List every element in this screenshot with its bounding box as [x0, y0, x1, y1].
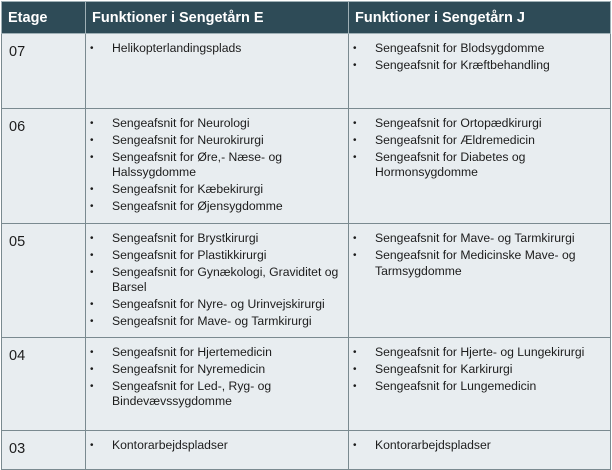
- tower-j-functions: [349, 338, 611, 431]
- list-item: • Sengeafsnit for Karkirurgi: [349, 362, 604, 378]
- list-item: • Sengeafsnit for Kæbekirurgi: [86, 182, 342, 198]
- floor-number: 04: [2, 338, 86, 431]
- function-list: [86, 338, 348, 415]
- list-item: • Sengeafsnit for Ortopædkirurgi: [349, 116, 604, 132]
- list-item: • Sengeafsnit for Hjertemedicin: [86, 345, 342, 361]
- function-list: [349, 109, 610, 186]
- list-item: • Sengeafsnit for Mave- og Tarmkirurgi: [86, 314, 342, 330]
- list-item: • Sengeafsnit for Øre,- Næse- og Halssygdomme: [86, 150, 342, 182]
- floor-functions-table-container: [1, 1, 610, 470]
- function-list: [86, 34, 348, 62]
- table-row: [2, 338, 611, 431]
- table-header-row: [2, 2, 611, 34]
- table-row: [2, 431, 611, 470]
- list-item: • Sengeafsnit for Ældremedicin: [349, 133, 604, 149]
- list-item: • Sengeafsnit for Diabetes og Hormonsygdomme: [349, 150, 604, 182]
- list-item: • Helikopterlandingsplads: [86, 41, 342, 57]
- list-item: • Kontorarbejdspladser: [86, 438, 342, 454]
- list-item: • Sengeafsnit for Neurologi: [86, 116, 342, 132]
- list-item: • Sengeafsnit for Medicinske Mave- og Tarmsygdomme: [349, 248, 604, 280]
- function-list: [349, 338, 610, 399]
- header-tower-e: Funktioner i Sengetårn E: [86, 2, 349, 34]
- floor-number: 03: [2, 431, 86, 470]
- table-row: [2, 109, 611, 224]
- function-list: [86, 224, 348, 335]
- list-item: • Sengeafsnit for Øjensygdomme: [86, 199, 342, 215]
- table-row: [2, 224, 611, 338]
- list-item: • Sengeafsnit for Nyre- og Urinvejskirurgi: [86, 297, 342, 313]
- list-item: • Sengeafsnit for Brystkirurgi: [86, 231, 342, 247]
- tower-e-functions: [86, 338, 349, 431]
- tower-j-functions: [349, 431, 611, 470]
- header-tower-j: Funktioner i Sengetårn J: [349, 2, 611, 34]
- function-list: [349, 224, 610, 284]
- list-item: • Sengeafsnit for Kræftbehandling: [349, 58, 604, 74]
- function-list: [86, 431, 348, 459]
- table-row: [2, 34, 611, 109]
- list-item: • Sengeafsnit for Plastikkirurgi: [86, 248, 342, 264]
- list-item: • Sengeafsnit for Blodsygdomme: [349, 41, 604, 57]
- function-list: [349, 34, 610, 79]
- tower-e-functions: [86, 34, 349, 109]
- floor-number: 07: [2, 34, 86, 109]
- list-item: • Sengeafsnit for Gynækologi, Graviditet og Barsel: [86, 265, 342, 297]
- function-list: [86, 109, 348, 220]
- list-item: • Kontorarbejdspladser: [349, 438, 604, 454]
- list-item: • Sengeafsnit for Hjerte- og Lungekirurgi: [349, 345, 604, 361]
- floor-functions-table: [1, 1, 611, 470]
- tower-e-functions: [86, 431, 349, 470]
- tower-j-functions: [349, 109, 611, 224]
- list-item: • Sengeafsnit for Nyremedicin: [86, 362, 342, 378]
- tower-j-functions: [349, 34, 611, 109]
- list-item: • Sengeafsnit for Lungemedicin: [349, 379, 604, 395]
- floor-number: 06: [2, 109, 86, 224]
- function-list: [349, 431, 610, 459]
- tower-e-functions: [86, 224, 349, 338]
- header-etage: Etage: [2, 2, 86, 34]
- list-item: • Sengeafsnit for Led-, Ryg- og Bindevævssygdomme: [86, 379, 342, 411]
- list-item: • Sengeafsnit for Neurokirurgi: [86, 133, 342, 149]
- floor-number: 05: [2, 224, 86, 338]
- list-item: • Sengeafsnit for Mave- og Tarmkirurgi: [349, 231, 604, 247]
- tower-e-functions: [86, 109, 349, 224]
- tower-j-functions: [349, 224, 611, 338]
